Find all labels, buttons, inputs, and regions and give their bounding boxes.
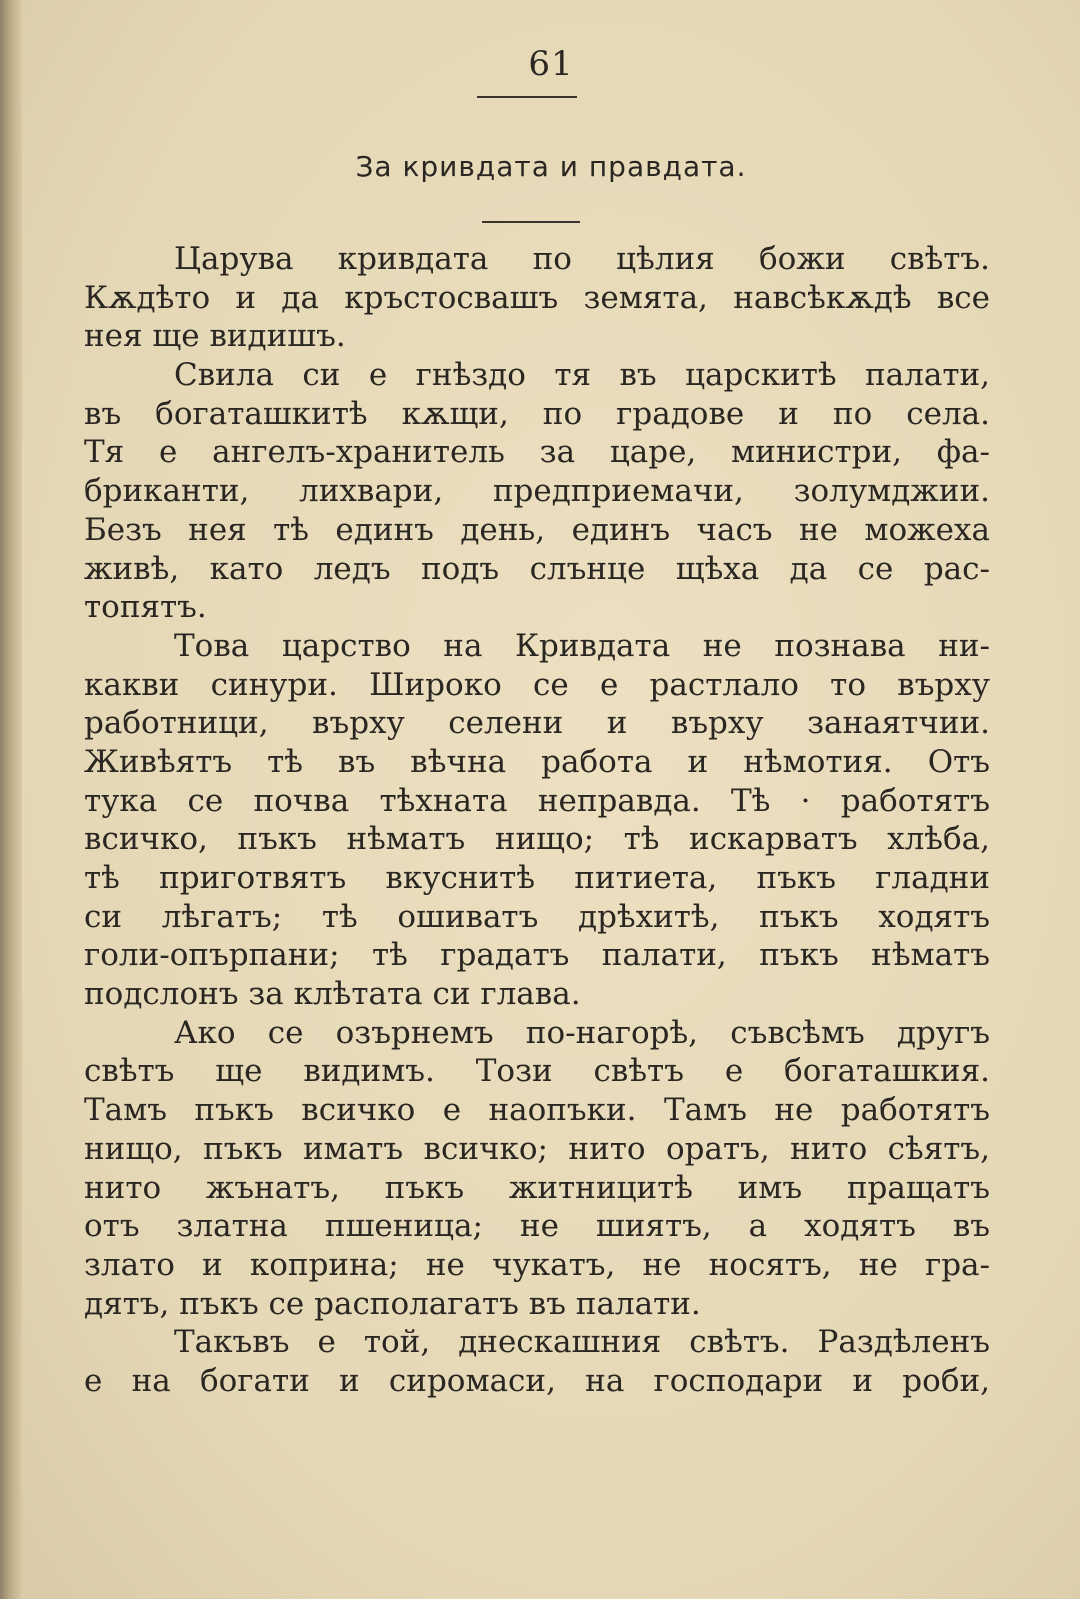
text-line: какви синури. Широко се е растлало то върху <box>84 666 990 703</box>
text-line: Живѣятъ тѣ въ вѣчна работа и нѣмотия. Отъ <box>84 743 990 780</box>
chapter-title: За кривдата и правдата. <box>355 150 747 183</box>
title-rule <box>482 221 580 223</box>
text-line: Кѫдѣто и да кръстосвашъ земята, навсѣкѫдѣ все <box>84 279 990 316</box>
text-line: въ богаташкитѣ кѫщи, по градове и по села. <box>84 395 990 432</box>
text-line: злато и коприна; не чукатъ, не носятъ, не гра- <box>84 1246 990 1283</box>
text-line: топятъ. <box>84 589 207 626</box>
text-line: нито жънатъ, пъкъ житницитѣ имъ пращатъ <box>84 1169 990 1206</box>
text-line: тука се почва тѣхната неправда. Тѣ · работятъ <box>84 782 990 819</box>
text-line: нея ще видишъ. <box>84 318 346 355</box>
text-line: си лѣгатъ; тѣ ошиватъ дрѣхитѣ, пъкъ ходятъ <box>84 898 990 935</box>
text-line: Свила си е гнѣздо тя въ царскитѣ палати, <box>174 357 990 394</box>
text-line: Такъвъ е той, днескашния свѣтъ. Раздѣленъ <box>174 1324 990 1361</box>
text-line: тѣ приготвятъ вкуснитѣ питиета, пъкъ гладни <box>84 860 990 896</box>
text-line: Ако се озърнемъ по-нагорѣ, съвсѣмъ другъ <box>174 1014 990 1051</box>
text-line: е на богати и сиромаси, на господари и роби, <box>84 1362 990 1399</box>
text-line: Царува кривдата по цѣлия божи свѣтъ. <box>174 241 990 277</box>
text-line: Това царство на Кривдата не познава ни- <box>174 627 990 664</box>
text-line: свѣтъ ще видимъ. Този свѣтъ е богаташкия. <box>84 1053 990 1090</box>
book-spine-shadow <box>0 0 22 1599</box>
text-line: дятъ, пъкъ се располагатъ въ палати. <box>84 1285 701 1322</box>
text-line: работници, върху селени и върху занаятчии. <box>84 705 990 742</box>
text-line: Безъ нея тѣ единъ день, единъ часъ не можеха <box>84 511 990 548</box>
text-line: нищо, пъкъ иматъ всичко; нито оратъ, нито сѣятъ, <box>84 1130 990 1167</box>
text-line: подслонъ за клѣтата си глава. <box>84 976 581 1013</box>
text-line: отъ златна пшеница; не шиятъ, а ходятъ въ <box>84 1208 990 1245</box>
page-number: 61 <box>528 44 574 84</box>
text-line: Тамъ пъкъ всичко е наопъки. Тамъ не работятъ <box>84 1092 990 1129</box>
text-line: всичко, пъкъ нѣматъ нищо; тѣ искарватъ хлѣба, <box>84 821 990 858</box>
body-text <box>84 240 990 1401</box>
page-number-rule <box>477 96 577 98</box>
text-line: голи-опърпани; тѣ градатъ палати, пъкъ нѣматъ <box>84 937 990 974</box>
text-line: Тя е ангелъ-хранитель за царе, министри, фа- <box>84 434 990 471</box>
text-line: живѣ, като ледъ подъ слънце щѣха да се рас- <box>84 550 990 587</box>
book-page <box>22 0 1080 1599</box>
text-line: бриканти, лихвари, предприемачи, золумджии. <box>84 473 990 510</box>
